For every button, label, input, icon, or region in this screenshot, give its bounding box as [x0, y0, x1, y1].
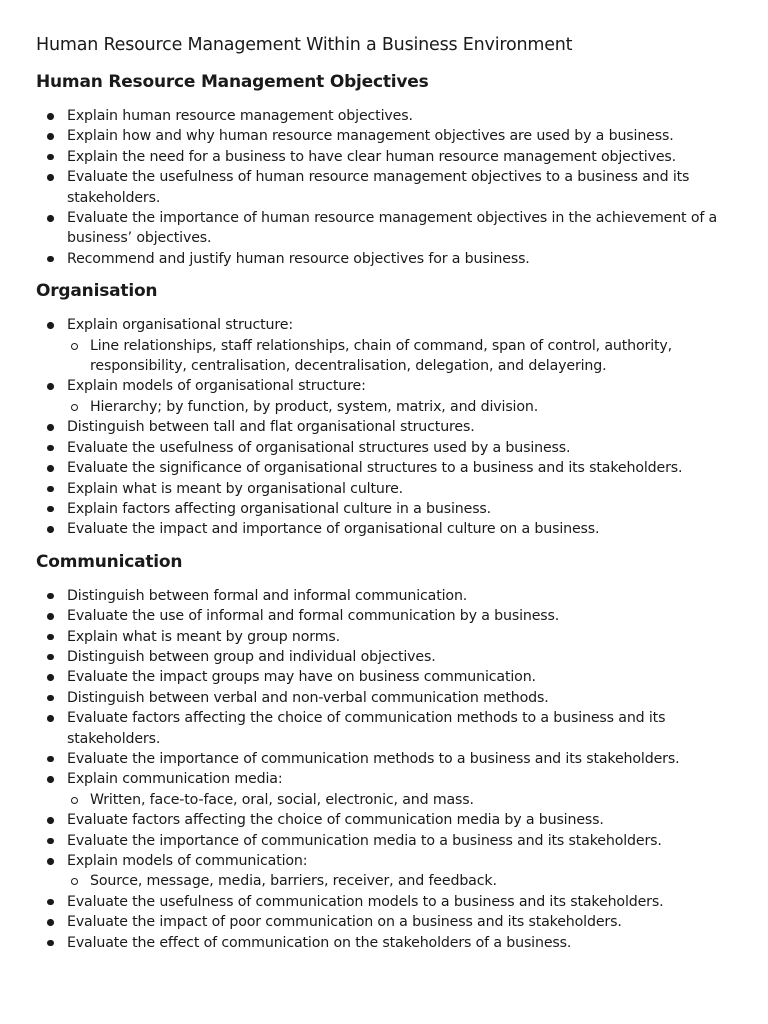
bullet-list — [36, 106, 736, 269]
list-item — [36, 627, 736, 647]
list-item — [36, 479, 736, 499]
sub-bullet-list — [67, 397, 736, 417]
list-item-text: Evaluate the importance of human resource management objectives in the achievement of a business’ objectives. — [67, 210, 718, 247]
list-item-text: Distinguish between verbal and non-verbal communication methods. — [67, 689, 549, 706]
section-1 — [36, 69, 736, 269]
list-item — [36, 912, 736, 932]
list-item-text: Explain models of communication: — [67, 853, 308, 869]
sub-bullet-list — [67, 871, 736, 891]
list-item-text: Explain factors affecting organisational culture in a business. — [67, 500, 492, 517]
list-item — [36, 749, 736, 769]
sub-bullet-list — [67, 790, 736, 810]
document-title: Human Resource Management Within a Business Environment — [36, 35, 573, 55]
section-heading: Organisation — [36, 281, 158, 302]
list-item — [36, 810, 736, 830]
list-item — [36, 167, 736, 208]
list-item — [36, 831, 736, 851]
list-item — [36, 688, 736, 708]
list-item-text: Explain what is meant by organisational culture. — [67, 480, 404, 497]
list-item-text: Evaluate the impact groups may have on business communication. — [67, 669, 536, 686]
list-item-text: Explain what is meant by group norms. — [67, 628, 341, 645]
list-item — [36, 586, 736, 606]
list-item — [36, 708, 736, 749]
list-item — [36, 851, 736, 892]
list-item — [36, 519, 736, 539]
list-item-text: Explain communication media: — [67, 771, 283, 788]
list-item — [36, 892, 736, 912]
sub-list-item: Hierarchy; by function, by product, system, matrix, and division. — [67, 397, 736, 417]
section-3 — [36, 549, 736, 953]
list-item-text: Evaluate the importance of communication methods to a business and its stakeholders. — [67, 750, 680, 767]
list-item-text: Evaluate the impact of poor communication on a business and its stakeholders. — [67, 914, 622, 931]
list-item-text: Evaluate the effect of communication on the stakeholders of a business. — [67, 934, 572, 951]
sub-bullet-list — [67, 336, 736, 377]
list-item-text: Evaluate the impact and importance of organisational culture on a business. — [67, 521, 600, 538]
list-item — [36, 249, 736, 269]
list-item-text: Evaluate the importance of communication media to a business and its stakeholders. — [67, 832, 662, 849]
list-item-text: Evaluate the significance of organisational structures to a business and its stakeholders. — [67, 460, 683, 477]
list-item-text: Distinguish between group and individual objectives. — [67, 648, 436, 665]
list-item-text: Explain organisational structure: — [67, 317, 293, 334]
list-item — [36, 769, 736, 810]
document-page — [36, 33, 736, 953]
list-item-text: Explain the need for a business to have clear human resource management objectives. — [67, 148, 677, 165]
list-item-text: Explain models of organisational structure: — [67, 378, 366, 395]
list-item-text: Evaluate factors affecting the choice of communication media by a business. — [67, 812, 604, 829]
sections-container — [36, 69, 736, 953]
list-item — [36, 417, 736, 437]
list-item-text: Recommend and justify human resource objectives for a business. — [67, 250, 530, 267]
sub-list-item: Written, face-to-face, oral, social, electronic, and mass. — [67, 790, 736, 810]
bullet-list — [36, 586, 736, 953]
list-item-text: Explain human resource management objectives. — [67, 108, 413, 124]
list-item — [36, 208, 736, 249]
list-item — [36, 376, 736, 417]
sub-list-item: Line relationships, staff relationships, chain of command, span of control, authority, responsibility, centralisation, decentralisation, delegation, and delayering. — [67, 336, 736, 377]
section-heading: Human Resource Management Objectives — [36, 72, 429, 92]
list-item — [36, 458, 736, 478]
list-item — [36, 667, 736, 687]
sub-list-item: Source, message, media, barriers, receiver, and feedback. — [67, 871, 736, 891]
list-item-text: Evaluate the usefulness of organisational structures used by a business. — [67, 439, 571, 456]
list-item — [36, 147, 736, 167]
list-item-text: Explain how and why human resource management objectives are used by a business. — [67, 128, 674, 145]
list-item — [36, 606, 736, 626]
section-2 — [36, 278, 736, 539]
list-item — [36, 438, 736, 458]
list-item-text: Distinguish between formal and informal communication. — [67, 587, 468, 604]
list-item-text: Evaluate factors affecting the choice of communication methods to a business and its stakeholders. — [67, 710, 666, 747]
list-item — [36, 126, 736, 146]
bullet-list — [36, 315, 736, 539]
list-item-text: Distinguish between tall and flat organisational structures. — [67, 419, 475, 436]
list-item-text: Evaluate the use of informal and formal communication by a business. — [67, 608, 560, 625]
list-item-text: Evaluate the usefulness of human resource management objectives to a business and its stakeholders. — [67, 169, 690, 206]
list-item — [36, 933, 736, 953]
section-heading: Communication — [36, 551, 183, 572]
list-item — [36, 106, 736, 126]
list-item — [36, 315, 736, 376]
list-item — [36, 647, 736, 667]
list-item-text: Evaluate the usefulness of communication models to a business and its stakeholders. — [67, 893, 664, 910]
list-item — [36, 499, 736, 519]
